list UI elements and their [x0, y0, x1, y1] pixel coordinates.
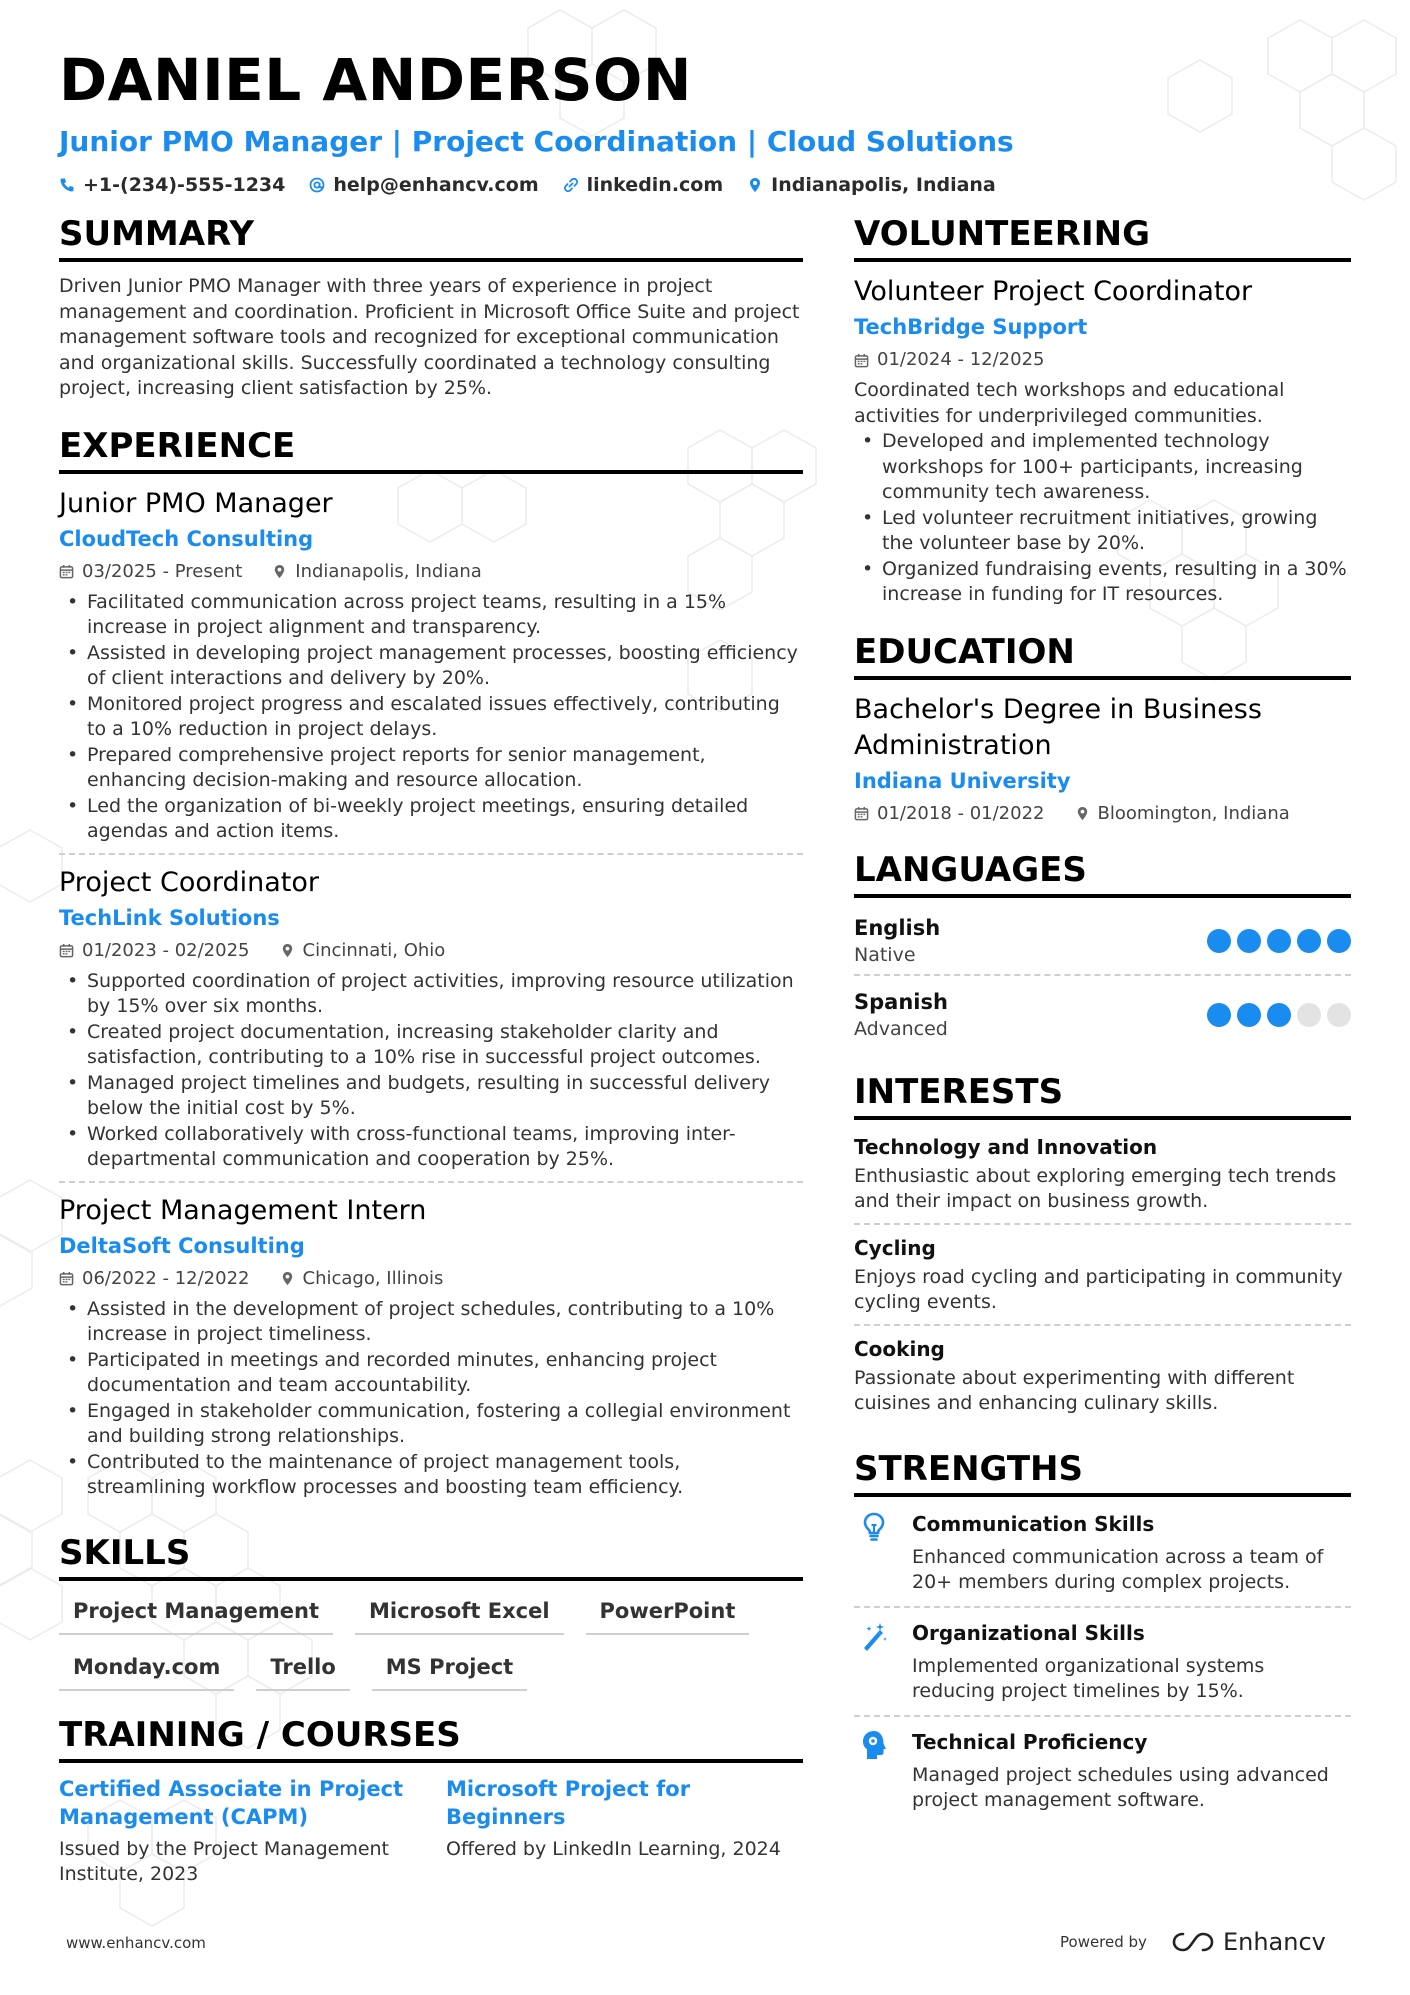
job-bullets — [59, 969, 803, 1173]
course-entry — [446, 1775, 803, 1888]
language-name: Spanish — [854, 989, 948, 1014]
skill-tag: PowerPoint — [586, 1593, 750, 1635]
experience-entry — [59, 865, 803, 1183]
strength-desc: Implemented organizational systems reducing project timelines by 15%. — [912, 1654, 1265, 1702]
rating-dot-filled — [1237, 1003, 1261, 1027]
calendar-icon — [854, 806, 869, 821]
contact-linkedin[interactable] — [563, 174, 724, 196]
location-icon — [280, 1271, 295, 1286]
job-location — [280, 939, 446, 963]
lightbulb-icon — [860, 1511, 888, 1543]
interest-entry — [854, 1233, 1351, 1326]
skill-tag: Trello — [256, 1649, 349, 1691]
school: Indiana University — [854, 768, 1071, 793]
phone-icon — [59, 177, 75, 193]
summary-heading: SUMMARY — [59, 214, 803, 262]
job-dates — [59, 560, 242, 584]
job-bullet: • Created project documentation, increasing stakeholder clarity and satisfaction, contributing to a 10% rise in successful project outcomes. — [59, 1020, 803, 1071]
location-icon — [272, 564, 287, 579]
job-bullet: • Led the organization of bi-weekly project meetings, ensuring detailed agendas and action items. — [59, 794, 803, 845]
job-bullet: • Prepared comprehensive project reports for senior management, enhancing decision-making and resource allocation. — [59, 743, 803, 794]
job-bullet: • Facilitated communication across project teams, resulting in a 15% increase in project alignment and transparency. — [59, 590, 803, 641]
volunteer-dates — [854, 348, 1045, 372]
contact-linkedin-text: linkedin.com — [586, 174, 724, 196]
skill-tag: MS Project — [372, 1649, 527, 1691]
location-icon — [747, 177, 763, 193]
course-entry — [59, 1775, 416, 1888]
job-bullets — [59, 1297, 803, 1501]
job-bullet: • Supported coordination of project activities, improving resource utilization by 15% over six months. — [59, 969, 803, 1020]
rating-dot-filled — [1207, 1003, 1231, 1027]
job-meta — [59, 560, 803, 584]
company-name: CloudTech Consulting — [59, 526, 314, 551]
location-icon — [280, 943, 295, 958]
experience-entry — [59, 1193, 803, 1509]
course-desc: Offered by LinkedIn Learning, 2024 — [446, 1837, 781, 1860]
job-bullet: • Contributed to the maintenance of project management tools, streamlining workflow processes and boosting team efficiency. — [59, 1450, 803, 1501]
job-title: Project Management Intern — [59, 1194, 427, 1226]
strength-title: Technical Proficiency — [912, 1729, 1148, 1754]
calendar-icon — [59, 1271, 74, 1286]
job-meta — [59, 939, 803, 963]
training-section — [59, 1715, 803, 1888]
rating-dot-filled — [1267, 929, 1291, 953]
powered-by-text: Powered by — [1060, 1933, 1147, 1951]
job-title: Junior PMO Manager — [59, 487, 333, 519]
rating-dot-filled — [1297, 929, 1321, 953]
skill-tag: Project Management — [59, 1593, 333, 1635]
contact-email-text: help@enhancv.com — [333, 174, 539, 196]
footer-branding — [1060, 1928, 1326, 1956]
job-dates — [59, 939, 250, 963]
interest-desc: Passionate about experimenting with different cuisines and enhancing culinary skills. — [854, 1366, 1295, 1414]
experience-heading: EXPERIENCE — [59, 426, 803, 474]
head-gear-icon — [860, 1729, 888, 1761]
interest-desc: Enthusiastic about exploring emerging tech trends and their impact on business growth. — [854, 1164, 1337, 1212]
summary-section — [59, 214, 803, 402]
volunteer-org: TechBridge Support — [854, 315, 1088, 339]
interest-title: Cycling — [854, 1235, 936, 1260]
job-bullet: • Participated in meetings and recorded minutes, enhancing project documentation and team accountability. — [59, 1348, 803, 1399]
training-heading: TRAINING / COURSES — [59, 1715, 803, 1763]
brand-logo[interactable] — [1171, 1928, 1326, 1956]
left-column — [59, 214, 803, 1912]
right-column — [854, 214, 1351, 1848]
language-entry — [854, 984, 1351, 1048]
interests-section — [854, 1072, 1351, 1425]
rating-dot-filled — [1267, 1003, 1291, 1027]
strength-icon-wrap — [854, 1727, 894, 1814]
language-name: English — [854, 915, 941, 940]
interest-title: Cooking — [854, 1336, 945, 1361]
footer-website[interactable]: www.enhancv.com — [66, 1934, 206, 1952]
contact-email[interactable] — [309, 174, 538, 196]
experience-section — [59, 426, 803, 1509]
strength-entry — [854, 1509, 1351, 1608]
rating-dot-empty — [1297, 1003, 1321, 1027]
strength-entry — [854, 1727, 1351, 1824]
job-bullet: • Engaged in stakeholder communication, fostering a collegial environment and building strong relationships. — [59, 1399, 803, 1450]
languages-heading: LANGUAGES — [854, 850, 1351, 898]
interest-desc: Enjoys road cycling and participating in community cycling events. — [854, 1265, 1343, 1313]
language-entry — [854, 910, 1351, 976]
job-bullet: • Assisted in developing project management processes, boosting efficiency of client interactions and delivery by 20%. — [59, 641, 803, 692]
job-title: Project Coordinator — [59, 866, 319, 898]
volunteer-bullet: • Organized fundraising events, resulting in a 30% increase in funding for IT resources. — [854, 557, 1351, 608]
job-dates — [59, 1267, 250, 1291]
calendar-icon — [854, 353, 869, 368]
language-level: Native — [854, 943, 916, 966]
experience-entry — [59, 486, 803, 855]
enhancv-logo-icon — [1171, 1930, 1215, 1954]
education-location-text: Bloomington, Indiana — [1097, 802, 1290, 824]
language-rating — [1207, 1003, 1351, 1027]
job-bullet: • Worked collaboratively with cross-functional teams, improving inter-departmental communication and cooperation by 25%. — [59, 1122, 803, 1173]
language-rating — [1207, 929, 1351, 953]
volunteer-meta — [854, 348, 1351, 372]
rating-dot-empty — [1327, 1003, 1351, 1027]
strength-desc: Managed project schedules using advanced project management software. — [912, 1763, 1329, 1811]
volunteer-title: Volunteer Project Coordinator — [854, 276, 1253, 307]
company-name: TechLink Solutions — [59, 905, 280, 930]
company-name: DeltaSoft Consulting — [59, 1233, 305, 1258]
volunteer-desc: Coordinated tech workshops and educational activities for underprivileged communities. — [854, 379, 1285, 427]
language-level: Advanced — [854, 1017, 948, 1040]
calendar-icon — [59, 943, 74, 958]
skill-tag: Monday.com — [59, 1649, 234, 1691]
job-location-text: Cincinnati, Ohio — [302, 939, 446, 961]
resume-header — [59, 44, 1359, 196]
job-location-text: Chicago, Illinois — [302, 1267, 444, 1289]
strength-title: Communication Skills — [912, 1511, 1155, 1536]
interest-entry — [854, 1334, 1351, 1425]
job-bullet: • Monitored project progress and escalated issues effectively, contributing to a 10% reduction in project delays. — [59, 692, 803, 743]
strength-icon-wrap — [854, 1618, 894, 1705]
courses-list — [59, 1775, 803, 1888]
skills-list — [59, 1593, 803, 1691]
languages-section — [854, 850, 1351, 1048]
skills-section — [59, 1533, 803, 1691]
job-dates-text: 03/2025 - Present — [82, 560, 243, 582]
course-desc: Issued by the Project Management Institute, 2023 — [59, 1837, 390, 1885]
volunteer-bullet: • Led volunteer recruitment initiatives, growing the volunteer base by 20%. — [854, 506, 1351, 557]
candidate-title: Junior PMO Manager | Project Coordination | Cloud Solutions — [59, 125, 1014, 158]
volunteer-dates-text: 01/2024 - 12/2025 — [877, 349, 1045, 370]
education-heading: EDUCATION — [854, 632, 1351, 680]
volunteering-section — [854, 214, 1351, 608]
education-meta — [854, 802, 1351, 826]
job-dates-text: 01/2023 - 02/2025 — [82, 939, 250, 961]
contact-bar — [59, 174, 1359, 196]
education-section — [854, 632, 1351, 826]
degree: Bachelor's Degree in Business Administration — [854, 693, 1262, 761]
job-location — [272, 560, 482, 584]
course-title: Certified Associate in Project Management (CAPM) — [59, 1776, 404, 1829]
job-bullets — [59, 590, 803, 845]
strengths-section — [854, 1449, 1351, 1824]
strength-icon-wrap — [854, 1509, 894, 1596]
education-dates-text: 01/2018 - 01/2022 — [877, 802, 1045, 824]
volunteering-heading: VOLUNTEERING — [854, 214, 1351, 262]
skills-heading: SKILLS — [59, 1533, 803, 1581]
rating-dot-filled — [1237, 929, 1261, 953]
job-location-text: Indianapolis, Indiana — [295, 560, 482, 582]
skill-tag: Microsoft Excel — [355, 1593, 564, 1635]
job-dates-text: 06/2022 - 12/2022 — [82, 1267, 250, 1289]
education-dates — [854, 802, 1045, 826]
job-meta — [59, 1267, 803, 1291]
location-icon — [1075, 806, 1090, 821]
strength-desc: Enhanced communication across a team of 20+ members during complex projects. — [912, 1545, 1324, 1593]
brand-name: Enhancv — [1222, 1928, 1326, 1956]
interests-heading: INTERESTS — [854, 1072, 1351, 1120]
strengths-heading: STRENGTHS — [854, 1449, 1351, 1497]
candidate-name: DANIEL ANDERSON — [59, 46, 692, 114]
education-location — [1075, 802, 1290, 826]
interest-title: Technology and Innovation — [854, 1134, 1158, 1159]
course-title: Microsoft Project for Beginners — [446, 1776, 691, 1829]
contact-location — [747, 174, 996, 196]
at-icon — [309, 177, 325, 193]
job-bullet: • Assisted in the development of project schedules, contributing to a 10% increase in project timeliness. — [59, 1297, 803, 1348]
strength-entry — [854, 1618, 1351, 1717]
contact-phone[interactable] — [59, 174, 285, 196]
rating-dot-filled — [1207, 929, 1231, 953]
job-location — [280, 1267, 444, 1291]
summary-text: Driven Junior PMO Manager with three years of experience in project management and coordination. Proficient in Microsoft Office Suite and project management software tools and recognized for exceptional communication and organizational skills. Successfully coordinated a technology consulting project, increasing client satisfaction by 25%. — [59, 275, 800, 399]
strength-title: Organizational Skills — [912, 1620, 1145, 1645]
volunteer-bullet: • Developed and implemented technology workshops for 100+ participants, increasing community tech awareness. — [854, 429, 1351, 506]
interest-entry — [854, 1132, 1351, 1225]
calendar-icon — [59, 564, 74, 579]
link-icon — [563, 177, 579, 193]
volunteer-bullets — [854, 429, 1351, 608]
contact-location-text: Indianapolis, Indiana — [771, 174, 996, 196]
magic-wand-icon — [860, 1620, 888, 1652]
job-bullet: • Managed project timelines and budgets, resulting in successful delivery below the initial cost by 5%. — [59, 1071, 803, 1122]
contact-phone-text: +1-(234)-555-1234 — [83, 174, 286, 196]
rating-dot-filled — [1327, 929, 1351, 953]
